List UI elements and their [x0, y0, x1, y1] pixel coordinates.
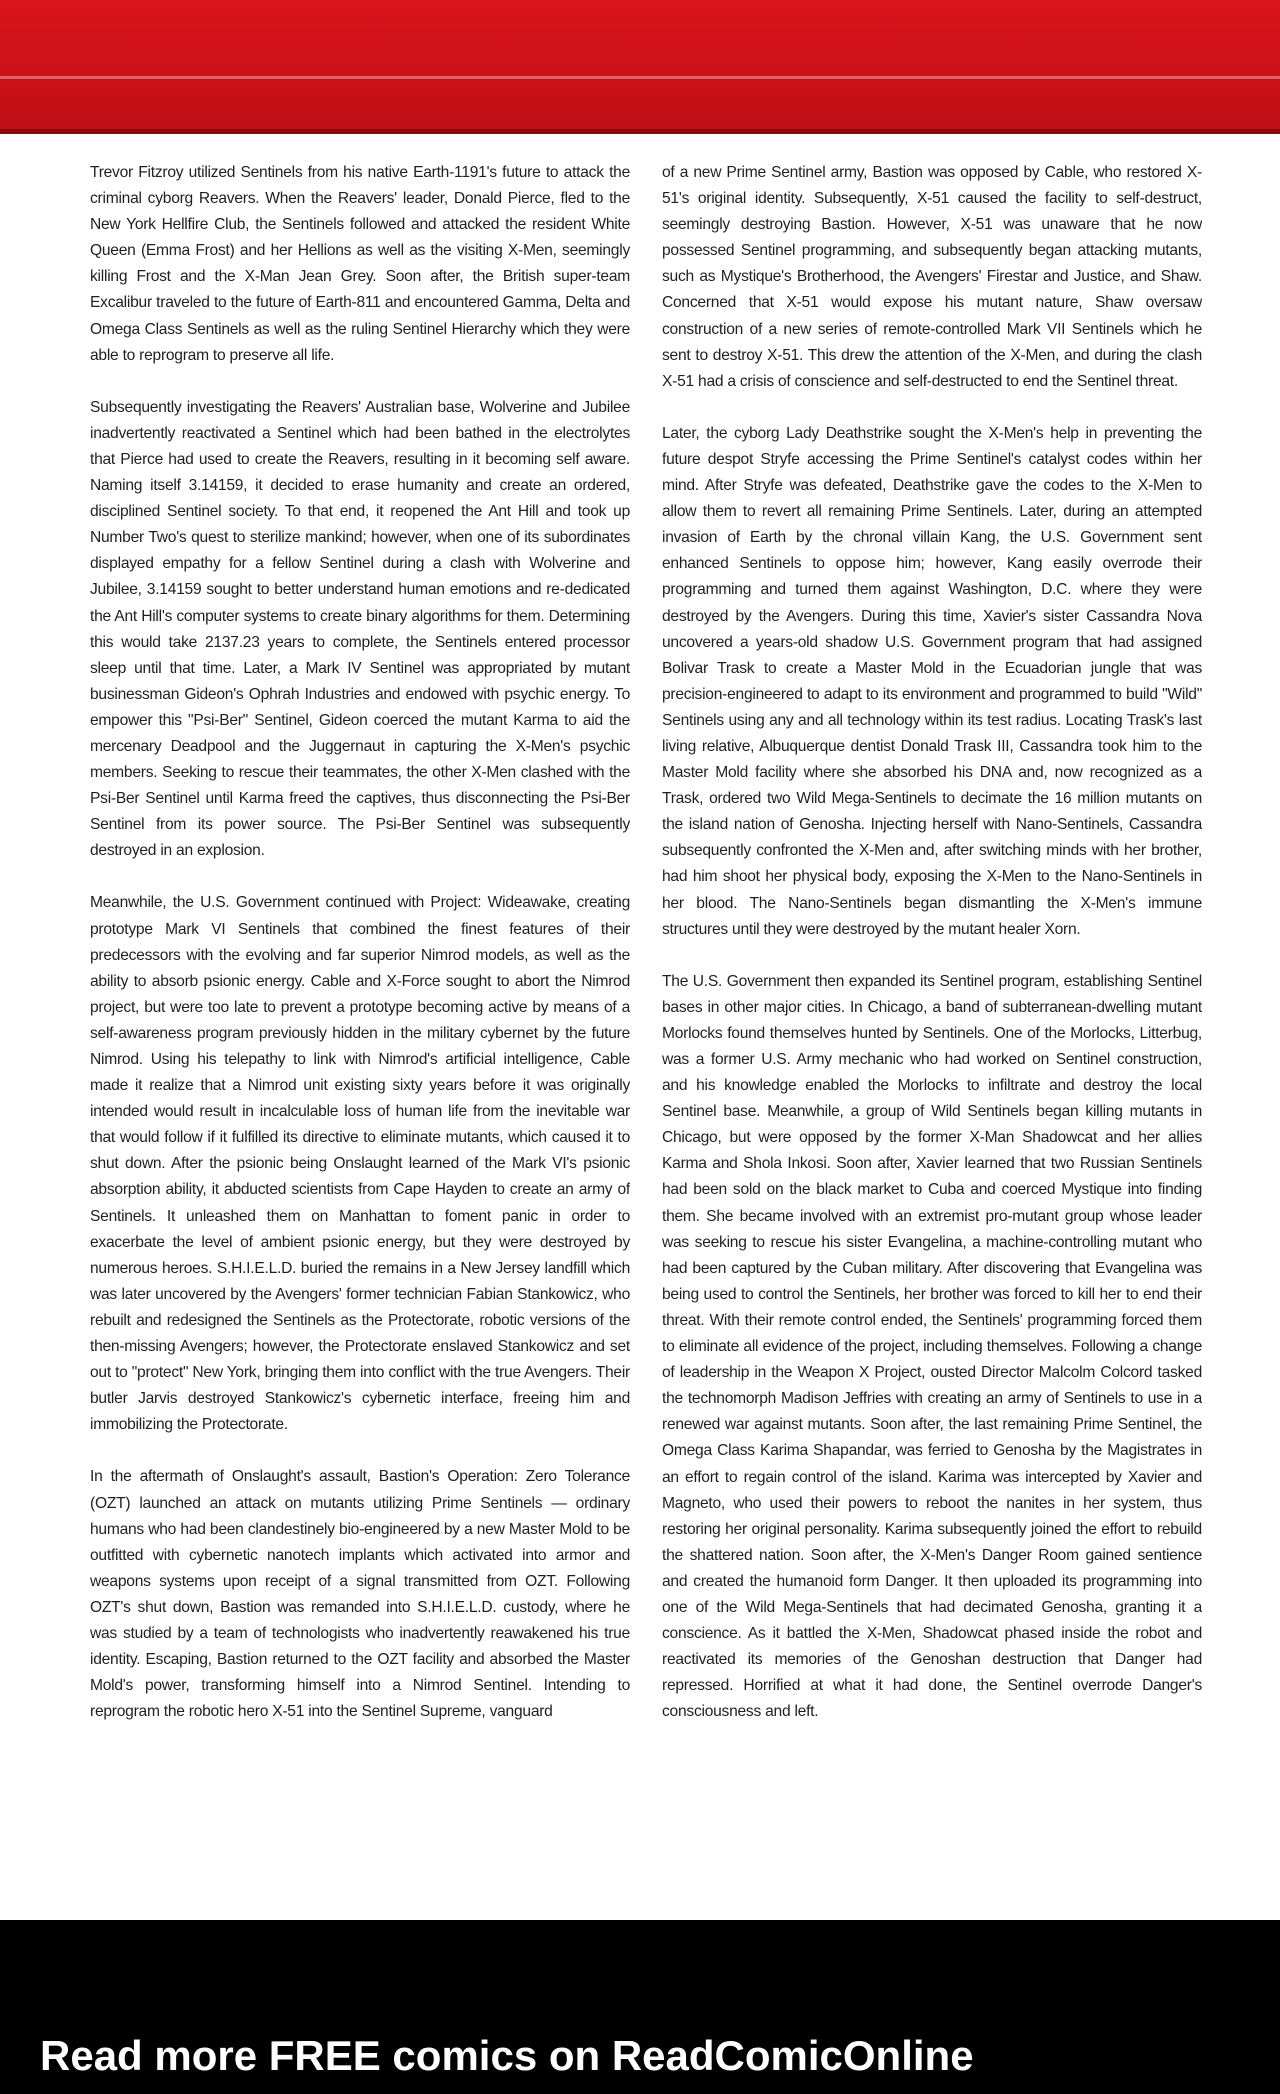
header-stripe	[0, 76, 1280, 79]
footer-banner	[0, 1920, 1280, 2094]
article-body	[90, 160, 1202, 1900]
paragraph: Later, the cyborg Lady Deathstrike sought the X-Men's help in preventing the future despot Stryfe accessing the Prime Sentinel's catalyst codes within her mind. After Stryfe was defeated, Deathstrike gave the codes to the X-Men to allow them to revert all remaining Prime Sentinels. Later, during an attempted invasion of Earth by the chronal villain Kang, the U.S. Government sent enhanced Sentinels to oppose him; however, Kang easily overrode their programming and turned them against Washington, D.C. where they were destroyed by the Avengers. During this time, Xavier's sister Cassandra Nova uncovered a years-old shadow U.S. Government program that had assigned Bolivar Trask to create a Master Mold in the Ecuadorian jungle that was precision-engineered to adapt to its environment and programmed to build "Wild" Sentinels using any and all technology within its test radius. Locating Trask's last living relative, Albuquerque dentist Donald Trask III, Cassandra took him to the Master Mold facility where she absorbed his DNA and, now recognized as a Trask, ordered two Wild Mega-Sentinels to decimate the 16 million mutants on the island nation of Genosha. Injecting herself with Nano-Sentinels, Cassandra subsequently confronted the X-Men and, after switching minds with her brother, had him shoot her physical body, exposing the X-Men to the Nano-Sentinels in her blood. The Nano-Sentinels began dismantling the X-Men's immune structures until they were destroyed by the mutant healer Xorn.	[662, 424, 1202, 938]
paragraph: In the aftermath of Onslaught's assault, Bastion's Operation: Zero Tolerance (OZT) launched an attack on mutants utilizing Prime Sentinels — ordinary humans who had been clandestinely bio-engineered by a new Master Mold to be outfitted with cybernetic nanotech implants which activated into armor and weapons systems upon receipt of a signal transmitted from OZT. Following OZT's shut down, Bastion was remanded into S.H.I.E.L.D. custody, where he was studied by a team of technologists who inadvertently reawakened his true identity. Escaping, Bastion returned to the OZT facility and absorbed the Master Mold's power, transforming himself into a Nimrod Sentinel. Intending to reprogram the robotic hero X-51 into the Sentinel Supreme, vanguard	[90, 1468, 630, 1721]
paragraph: of a new Prime Sentinel army, Bastion was opposed by Cable, who restored X-51's original identity. Subsequently, X-51 caused the facility to self-destruct, seemingly destroying Bastion. However, X-51 was unaware that he now possessed Sentinel programming, and subsequently began attacking mutants, such as Mystique's Brotherhood, the Avengers' Firestar and Justice, and Shaw. Concerned that X-51 would expose his mutant nature, Shaw oversaw construction of a new series of remote-controlled Mark VII Sentinels which he sent to destroy X-51. This drew the attention of the X-Men, and during the clash X-51 had a crisis of conscience and self-destructed to end the Sentinel threat.	[662, 164, 1202, 390]
left-column	[90, 160, 630, 1900]
header-red-band	[0, 0, 1280, 134]
right-column	[662, 160, 1202, 1900]
paragraph: Meanwhile, the U.S. Government continued with Project: Wideawake, creating prototype Mark VI Sentinels that combined the finest features of their predecessors with the evolving and far superior Nimrod models, as well as the ability to absorb psionic energy. Cable and X-Force sought to abort the Nimrod project, but were too late to prevent a prototype becoming active by means of a self-awareness program previously hidden in the military cybernet by the future Nimrod. Using his telepathy to link with Nimrod's artificial intelligence, Cable made it realize that a Nimrod unit existing sixty years before it was originally intended would result in incalculable loss of human life from the inevitable war that would follow if it fulfilled its directive to eliminate mutants, which caused it to shut down. After the psionic being Onslaught learned of the Mark VI's psionic absorption ability, it abducted scientists from Cape Hayden to create an army of Sentinels. It unleashed them on Manhattan to foment panic in order to exacerbate the level of ambient psionic energy, but they were destroyed by numerous heroes. S.H.I.E.L.D. buried the remains in a New Jersey landfill which was later uncovered by the Avengers' former technician Fabian Stankowicz, who rebuilt and redesigned the Sentinels as the Protectorate, robotic versions of the then-missing Avengers; however, the Protectorate enslaved Stankowicz and set out to "protect" New York, bringing them into conflict with the true Avengers. Their butler Jarvis destroyed Stankowicz's cybernetic interface, freeing him and immobilizing the Protectorate.	[90, 894, 630, 1434]
paragraph: Subsequently investigating the Reavers' Australian base, Wolverine and Jubilee inadvertently reactivated a Sentinel which had been bathed in the electrolytes that Pierce had used to create the Reavers, resulting in it becoming self aware. Naming itself 3.14159, it decided to erase humanity and create an ordered, disciplined Sentinel society. To that end, it reopened the Ant Hill and took up Number Two's quest to sterilize mankind; however, when one of its subordinates displayed empathy for a fellow Sentinel during a clash with Wolverine and Jubilee, 3.14159 sought to better understand human emotions and re-dedicated the Ant Hill's computer systems to create binary algorithms for them. Determining this would take 2137.23 years to complete, the Sentinels entered processor sleep until that time. Later, a Mark IV Sentinel was appropriated by mutant businessman Gideon's Ophrah Industries and endowed with psychic energy. To empower this "Psi-Ber" Sentinel, Gideon coerced the mutant Karma to aid the mercenary Deadpool and the Juggernaut in capturing the X-Men's psychic members. Seeking to rescue their teammates, the other X-Men clashed with the Psi-Ber Sentinel until Karma freed the captives, thus disconnecting the Psi-Ber Sentinel from its power source. The Psi-Ber Sentinel was subsequently destroyed in an explosion.	[90, 398, 630, 860]
paragraph: Trevor Fitzroy utilized Sentinels from his native Earth-1191's future to attack the criminal cyborg Reavers. When the Reavers' leader, Donald Pierce, fled to the New York Hellfire Club, the Sentinels followed and attacked the resident White Queen (Emma Frost) and her Hellions as well as the visiting X-Men, seemingly killing Frost and the X-Man Jean Grey. Soon after, the British super-team Excalibur traveled to the future of Earth-811 and encountered Gamma, Delta and Omega Class Sentinels as well as the ruling Sentinel Hierarchy which they were able to reprogram to preserve all life.	[90, 164, 630, 364]
read-more-link[interactable]: Read more FREE comics on ReadComicOnline	[40, 2032, 974, 2079]
paragraph: The U.S. Government then expanded its Sentinel program, establishing Sentinel bases in other major cities. In Chicago, a band of subterranean-dwelling mutant Morlocks found themselves hunted by Sentinels. One of the Morlocks, Litterbug, was a former U.S. Army mechanic who had worked on Sentinel construction, and his knowledge enabled the Morlocks to infiltrate and destroy the local Sentinel base. Meanwhile, a group of Wild Sentinels began killing mutants in Chicago, but were opposed by the former X-Man Shadowcat and her allies Karma and Shola Inkosi. Soon after, Xavier learned that two Russian Sentinels had been sold on the black market to Cuba and coerced Mystique into finding them. She became involved with an extremist pro-mutant group whose leader was seeking to rescue his sister Evangelina, a machine-controlling mutant who had been captured by the Cuban military. After discovering that Evangelina was being used to control the Sentinels, her brother was forced to kill her to end their threat. With their remote control ended, the Sentinels' programming forced them to eliminate all evidence of the project, including themselves. Following a change of leadership in the Weapon X Project, ousted Director Malcolm Colcord tasked the technomorph Madison Jeffries with creating an army of Sentinels to use in a renewed war against mutants. Soon after, the last remaining Prime Sentinel, the Omega Class Karima Shapandar, was ferried to Genosha by the Magistrates in an effort to regain control of the island. Karima was intercepted by Xavier and Magneto, who used their powers to reboot the nanites in her system, thus restoring her original personality. Karima subsequently joined the effort to rebuild the shattered nation. Soon after, the X-Men's Danger Room gained sentience and created the humanoid form Danger. It then uploaded its programming into one of the Wild Mega-Sentinels that had decimated Genosha, granting it a conscience. As it battled the X-Men, Shadowcat phased inside the robot and reactivated its memories of the Genoshan destruction that Danger had repressed. Horrified at what it had done, the Sentinel overrode Danger's consciousness and left.	[662, 972, 1202, 1721]
